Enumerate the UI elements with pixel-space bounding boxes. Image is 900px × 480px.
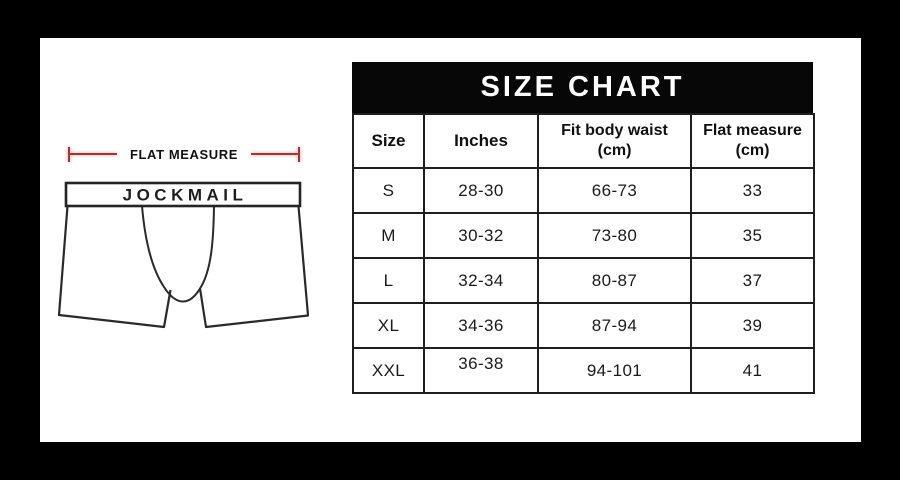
table-row-xxl bbox=[353, 348, 814, 393]
col-header-inches-label: Inches bbox=[454, 131, 508, 151]
cell-inches: 34-36 bbox=[424, 303, 538, 348]
col-header-fit-body-waist-unit: (cm) bbox=[597, 142, 632, 160]
cell-flat-measure: 37 bbox=[691, 258, 814, 303]
cell-fit-body-waist: 73-80 bbox=[538, 213, 691, 258]
underwear-illustration bbox=[40, 38, 360, 442]
col-header-size bbox=[353, 114, 424, 168]
cell-fit-body-waist: 66-73 bbox=[538, 168, 691, 213]
cell-flat-measure: 33 bbox=[691, 168, 814, 213]
cell-flat-measure: 39 bbox=[691, 303, 814, 348]
col-header-fit-body-waist-label: Fit body waist bbox=[561, 122, 668, 140]
col-header-flat-measure-unit: (cm) bbox=[735, 142, 770, 160]
size-chart-panel bbox=[352, 62, 813, 394]
boxer-right-panel-outline bbox=[200, 206, 308, 327]
cell-size: L bbox=[353, 258, 424, 303]
boxer-pouch-seam bbox=[142, 206, 214, 302]
table-row-l bbox=[353, 258, 814, 303]
header-row bbox=[353, 114, 814, 168]
content-canvas bbox=[40, 38, 861, 442]
boxer-briefs-drawing bbox=[40, 38, 360, 348]
col-header-flat-measure bbox=[691, 114, 814, 168]
cell-flat-measure: 41 bbox=[691, 348, 814, 393]
size-table-header bbox=[353, 114, 814, 168]
cell-size: S bbox=[353, 168, 424, 213]
col-header-fit-body-waist bbox=[538, 114, 691, 168]
brand-logo-text: JOCKMAIL bbox=[122, 185, 248, 205]
table-row-xl bbox=[353, 303, 814, 348]
cell-inches: 30-32 bbox=[424, 213, 538, 258]
table-row-m bbox=[353, 213, 814, 258]
col-header-flat-measure-label: Flat measure bbox=[703, 122, 802, 140]
cell-inches: 32-34 bbox=[424, 258, 538, 303]
cell-inches: 28-30 bbox=[424, 168, 538, 213]
col-header-inches bbox=[424, 114, 538, 168]
size-table bbox=[352, 113, 815, 394]
cell-size: M bbox=[353, 213, 424, 258]
measure-label: FLAT MEASURE bbox=[129, 146, 239, 162]
cell-fit-body-waist: 94-101 bbox=[538, 348, 691, 393]
size-table-body bbox=[353, 168, 814, 393]
cell-fit-body-waist: 87-94 bbox=[538, 303, 691, 348]
cell-size: XXL bbox=[353, 348, 424, 393]
cell-size: XL bbox=[353, 303, 424, 348]
cell-inches: 36-38 bbox=[424, 348, 538, 393]
table-row-s bbox=[353, 168, 814, 213]
cell-fit-body-waist: 80-87 bbox=[538, 258, 691, 303]
cell-flat-measure: 35 bbox=[691, 213, 814, 258]
size-chart-title: SIZE CHART bbox=[352, 62, 813, 113]
col-header-size-label: Size bbox=[371, 131, 406, 151]
